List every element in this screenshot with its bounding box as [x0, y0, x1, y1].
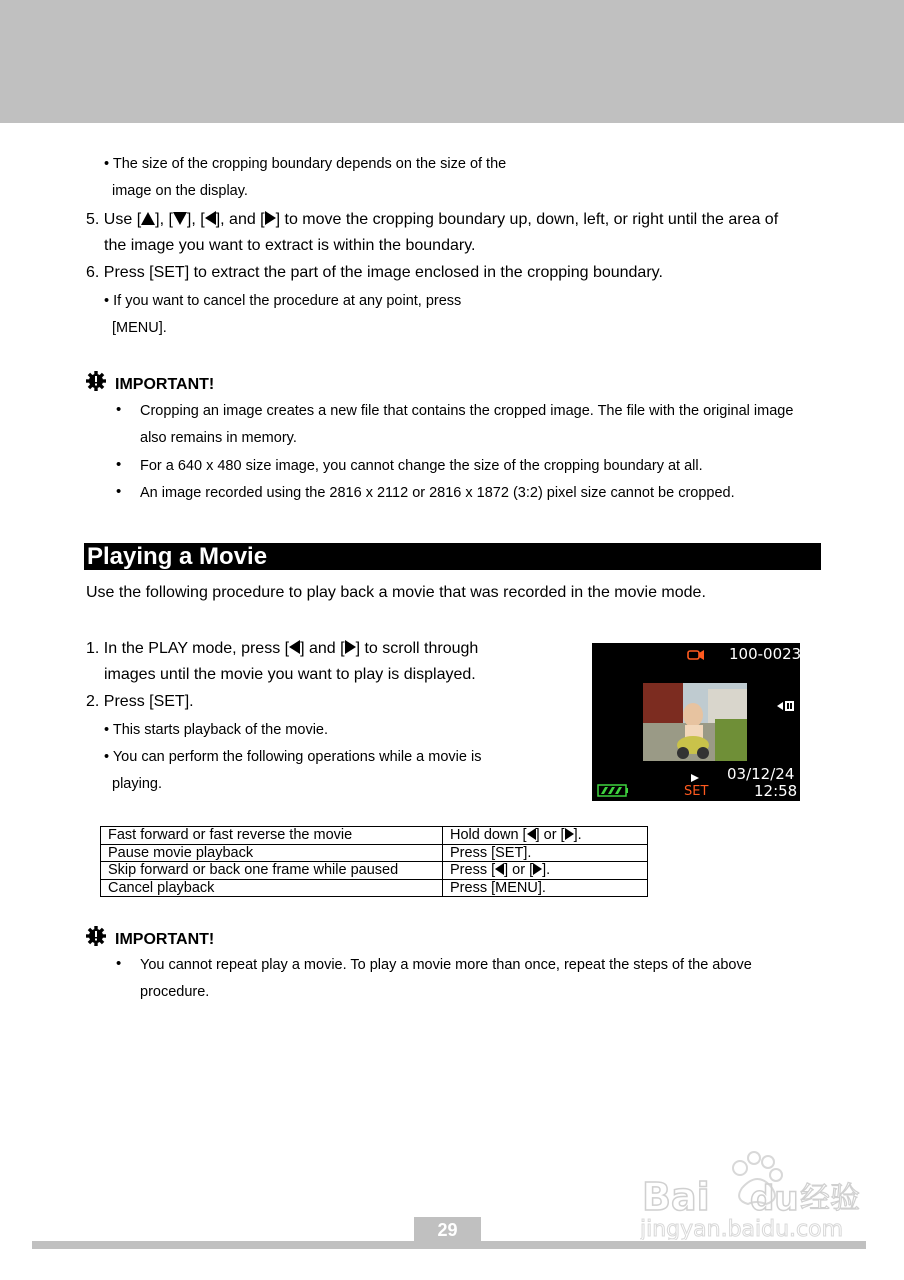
bullet-dot: • [116, 955, 122, 972]
right-arrow-icon [565, 828, 574, 840]
important-gear-icon [86, 371, 106, 391]
movie-step-1-line2: images until the movie you want to play is displayed. [104, 666, 476, 683]
important1-item1-line2: also remains in memory. [140, 430, 297, 446]
important-title-1: IMPORTANT! [115, 376, 215, 393]
movie-step-2: 2. Press [SET]. [86, 693, 194, 710]
table-cell-operation: Press [SET]. [443, 844, 648, 862]
table-cell-operation: Press [MENU]. [443, 879, 648, 897]
crop-note-2-line2: [MENU]. [112, 320, 167, 336]
left-arrow-icon [205, 211, 216, 225]
movie-thumbnail-image [643, 683, 747, 761]
important2-item-line2: procedure. [140, 984, 210, 1000]
table-row [101, 879, 648, 897]
movie-note-2-line2: playing. [112, 776, 162, 792]
table-cell-action: Cancel playback [101, 879, 443, 897]
set-label: SET [684, 784, 709, 799]
left-arrow-icon [495, 863, 504, 875]
play-icon [691, 774, 699, 782]
right-arrow-icon [345, 640, 356, 654]
operations-table [100, 826, 648, 897]
date-readout: 03/12/24 [727, 765, 795, 783]
important2-item-line1: You cannot repeat play a movie. To play a movie more than once, repeat the steps of the above [140, 957, 752, 973]
camera-lcd-screenshot [592, 643, 800, 801]
table-row [101, 844, 648, 862]
step-6: 6. Press [SET] to extract the part of the image enclosed in the cropping boundary. [86, 264, 663, 281]
movie-intro: Use the following procedure to play back a movie that was recorded in the movie mode. [86, 584, 706, 601]
up-arrow-icon [141, 212, 155, 225]
table-cell-action: Skip forward or back one frame while paused [101, 862, 443, 880]
movie-note-1: • This starts playback of the movie. [104, 722, 329, 738]
movie-note-2-line1: • You can perform the following operations while a movie is [104, 749, 482, 765]
movie-camera-icon [687, 649, 705, 661]
svg-text:du: du [750, 1179, 799, 1219]
important1-item1-line1: Cropping an image creates a new file that contains the cropped image. The file with the original image [140, 403, 794, 419]
time-readout: 12:58 [754, 782, 798, 800]
page-number: 29 [414, 1217, 481, 1244]
important1-item2: For a 640 x 480 size image, you cannot change the size of the cropping boundary at all. [140, 458, 703, 474]
table-cell-operation: Hold down [ ] or [ ]. [443, 827, 648, 845]
protect-icon [777, 700, 795, 712]
header-band [0, 0, 904, 123]
step-5-line2: the image you want to extract is within the boundary. [104, 237, 476, 254]
battery-icon [597, 784, 629, 797]
table-cell-operation: Press [ ] or [ ]. [443, 862, 648, 880]
table-cell-action: Fast forward or fast reverse the movie [101, 827, 443, 845]
important-gear-icon [86, 926, 106, 946]
svg-text:经验: 经验 [800, 1181, 860, 1216]
important1-item3: An image recorded using the 2816 x 2112 or 2816 x 1872 (3:2) pixel size cannot be cropped. [140, 485, 735, 501]
svg-text:Bai: Bai [642, 1175, 710, 1219]
baidu-watermark-logo [640, 1140, 870, 1240]
table-cell-action: Pause movie playback [101, 844, 443, 862]
movie-step-1: 1. In the PLAY mode, press [ ] and [ ] to scroll through [86, 640, 479, 657]
right-arrow-icon [265, 211, 276, 225]
crop-note-1-line2: image on the display. [112, 183, 248, 199]
bullet-dot: • [116, 456, 122, 473]
left-arrow-icon [289, 640, 300, 654]
svg-text:jingyan.baidu.com: jingyan.baidu.com [640, 1217, 844, 1240]
file-number: 100-0023 [729, 645, 802, 663]
step-5: 5. Use [ ], [ ], [ ], and [ ] to move the cropping boundary up, down, left, or right until the area of [86, 211, 779, 228]
down-arrow-icon [173, 212, 187, 225]
section-heading: Playing a Movie [84, 543, 821, 570]
bullet-dot: • [116, 483, 122, 500]
bullet-dot: • [116, 401, 122, 418]
left-arrow-icon [527, 828, 536, 840]
crop-note-1-line1: • The size of the cropping boundary depends on the size of the [104, 156, 507, 172]
table-row [101, 827, 648, 845]
table-row [101, 862, 648, 880]
important-title-2: IMPORTANT! [115, 931, 215, 948]
crop-note-2-line1: • If you want to cancel the procedure at any point, press [104, 293, 462, 309]
right-arrow-icon [533, 863, 542, 875]
